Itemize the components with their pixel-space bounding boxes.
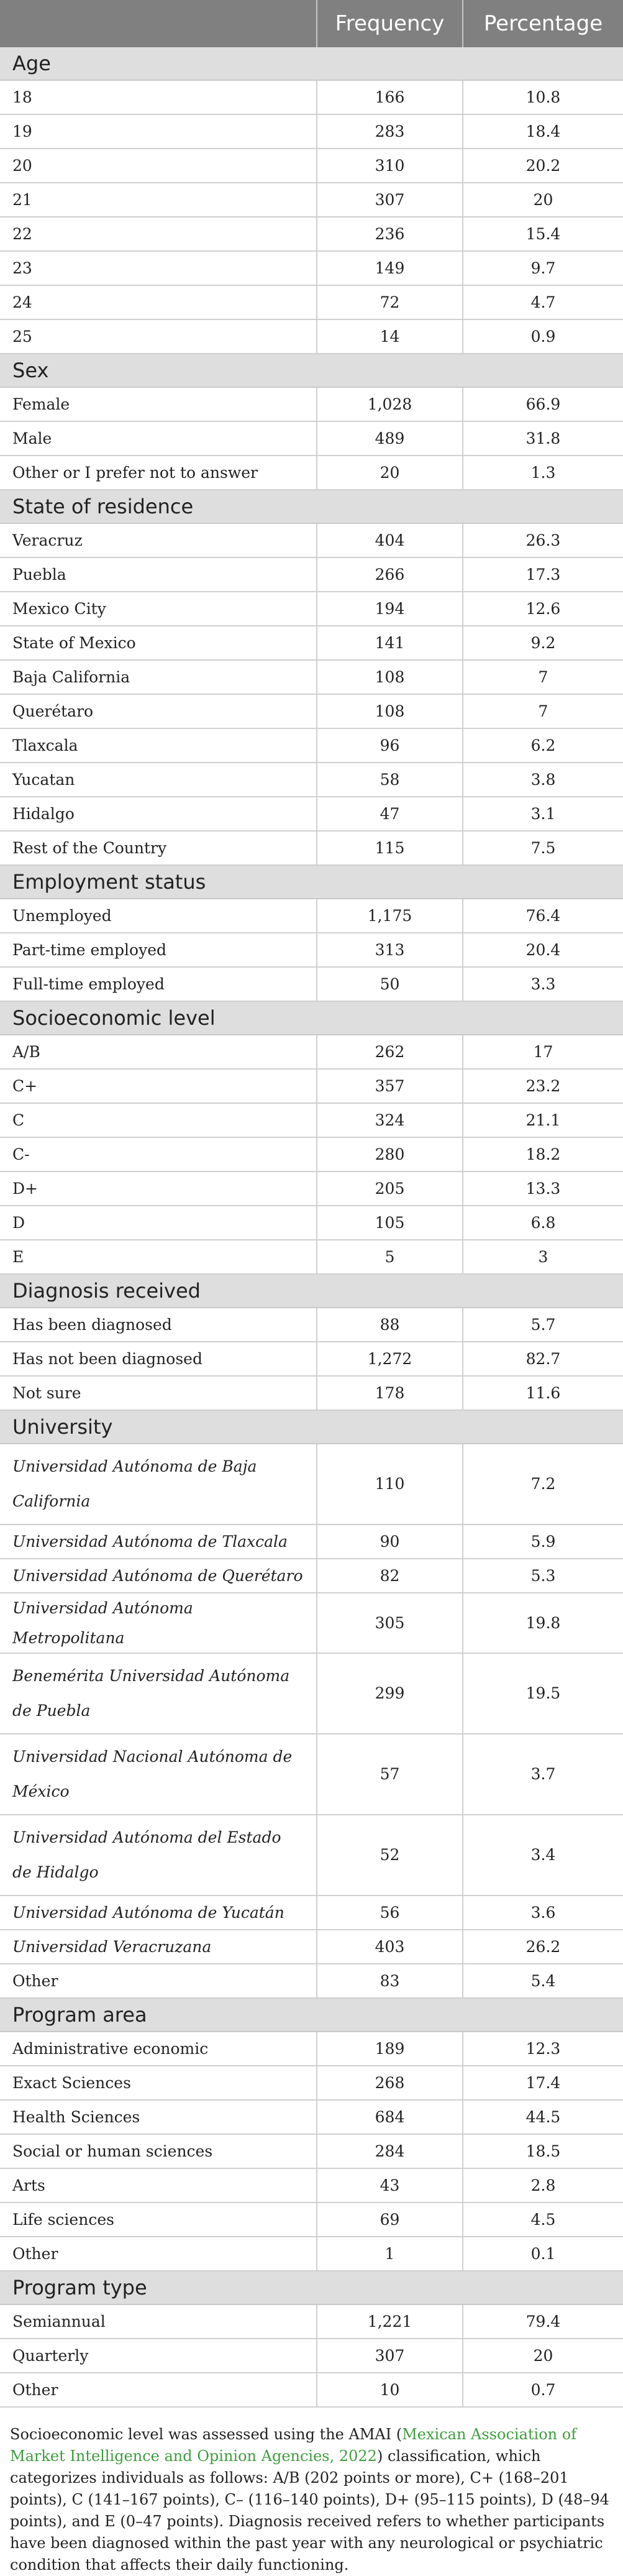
row-label: Benemérita Universidad Autónoma de Puebla [0,1653,317,1734]
frequency-cell: 280 [317,1137,463,1171]
table-row [0,626,623,660]
percentage-cell: 3 [463,1240,623,1274]
section-header-row [0,2271,623,2304]
row-label: Universidad Autónoma de Querétaro [0,1559,317,1593]
row-label: Not sure [0,1376,317,1410]
frequency-cell: 72 [317,285,463,319]
frequency-cell: 283 [317,114,463,149]
table-row [0,2202,623,2237]
table-row [0,1895,623,1930]
percentage-cell: 20.4 [463,933,623,967]
table-row [0,2304,623,2339]
table-row [0,831,623,865]
percentage-cell: 18.2 [463,1137,623,1171]
row-label: Other [0,2237,317,2271]
row-label: D+ [0,1171,317,1206]
percentage-cell: 13.3 [463,1171,623,1206]
row-label: Baja California [0,660,317,694]
table-row [0,149,623,183]
row-label: State of Mexico [0,626,317,660]
table-row [0,1653,623,1734]
frequency-cell: 69 [317,2202,463,2237]
frequency-cell: 14 [317,319,463,354]
header-label-column [0,0,317,47]
table-row [0,1524,623,1559]
percentage-cell: 17.4 [463,2066,623,2100]
table-row [0,1240,623,1274]
frequency-cell: 1,221 [317,2304,463,2339]
frequency-cell: 310 [317,149,463,183]
row-label: Universidad Autónoma de Yucatán [0,1895,317,1930]
frequency-cell: 82 [317,1559,463,1593]
table-row [0,899,623,933]
frequency-cell: 56 [317,1895,463,1930]
row-label: Universidad Autónoma Metropolitana [0,1593,317,1653]
row-label: Social or human sciences [0,2134,317,2168]
frequency-cell: 684 [317,2100,463,2134]
section-title: Diagnosis received [0,1274,623,1308]
row-label: Has been diagnosed [0,1308,317,1342]
row-label: Universidad Autónoma de Tlaxcala [0,1524,317,1559]
percentage-cell: 6.8 [463,1206,623,1240]
table-row [0,1930,623,1964]
frequency-cell: 307 [317,2339,463,2373]
table-row [0,2032,623,2066]
table-row [0,387,623,421]
row-label: Veracruz [0,523,317,557]
frequency-cell: 50 [317,967,463,1001]
frequency-cell: 110 [317,1444,463,1524]
percentage-cell: 3.7 [463,1734,623,1815]
percentage-cell: 18.5 [463,2134,623,2168]
row-label: Female [0,387,317,421]
percentage-cell: 79.4 [463,2304,623,2339]
table-row [0,523,623,557]
percentage-cell: 10.8 [463,80,623,114]
frequency-cell: 1,272 [317,1342,463,1376]
frequency-cell: 357 [317,1069,463,1103]
row-label: Universidad Veracruzana [0,1930,317,1964]
frequency-cell: 90 [317,1524,463,1559]
percentage-cell: 26.3 [463,523,623,557]
frequency-cell: 324 [317,1103,463,1137]
section-title: Age [0,47,623,80]
frequency-cell: 299 [317,1653,463,1734]
row-label: 23 [0,251,317,285]
table-row [0,2100,623,2134]
section-header-row [0,1274,623,1308]
table-row [0,2134,623,2168]
section-header-row [0,490,623,523]
footnote-reference-link[interactable]: Mexican Association of Market Intelligence and Opinion Agencies, 2022 [10,2426,577,2465]
percentage-cell: 12.3 [463,2032,623,2066]
table-row [0,592,623,626]
frequency-cell: 58 [317,763,463,797]
table-row [0,694,623,728]
table-row [0,1559,623,1593]
row-label: Other [0,1964,317,1998]
row-label: Universidad Autónoma del Estado de Hidalgo [0,1815,317,1895]
frequency-cell: 189 [317,2032,463,2066]
frequency-cell: 88 [317,1308,463,1342]
percentage-cell: 0.9 [463,319,623,354]
frequency-cell: 47 [317,797,463,831]
table-row [0,2373,623,2407]
percentage-cell: 20 [463,183,623,217]
table-row [0,1734,623,1815]
row-label: Semiannual [0,2304,317,2339]
table-row [0,1308,623,1342]
footnote-text-end: ) classification, which categorizes individuals as follows: A/B (202 points or more), C+ (168–201 points), C (141–167 points), C– (116–140 points), D+ (95–115 points), D (48–94 points), and E (0–47 points). Diagnosis received refers to whether participants have been diagnosed within the past year with any neurological or psychiatric condition that affects their daily functioning. [10,2447,609,2574]
table-body [0,47,623,2407]
table-row [0,1035,623,1069]
table-row [0,251,623,285]
percentage-cell: 31.8 [463,421,623,456]
table-row [0,557,623,592]
row-label: Male [0,421,317,456]
table-row [0,797,623,831]
row-label: Arts [0,2168,317,2202]
row-label: 21 [0,183,317,217]
row-label: Hidalgo [0,797,317,831]
percentage-cell: 20.2 [463,149,623,183]
table-footnote [0,2408,623,2576]
percentage-cell: 5.7 [463,1308,623,1342]
table-row [0,1376,623,1410]
section-header-row [0,354,623,387]
section-title: Program area [0,1998,623,2032]
table-row [0,1815,623,1895]
percentage-cell: 18.4 [463,114,623,149]
frequency-cell: 313 [317,933,463,967]
percentage-cell: 11.6 [463,1376,623,1410]
percentage-cell: 3.3 [463,967,623,1001]
percentage-cell: 19.5 [463,1653,623,1734]
frequency-cell: 10 [317,2373,463,2407]
table-row [0,2237,623,2271]
row-label: Universidad Nacional Autónoma de México [0,1734,317,1815]
frequency-cell: 43 [317,2168,463,2202]
percentage-cell: 2.8 [463,2168,623,2202]
percentage-cell: 66.9 [463,387,623,421]
table-row [0,1444,623,1524]
percentage-cell: 20 [463,2339,623,2373]
frequency-cell: 403 [317,1930,463,1964]
row-label: Exact Sciences [0,2066,317,2100]
section-title: State of residence [0,490,623,523]
percentage-cell: 7.5 [463,831,623,865]
row-label: 19 [0,114,317,149]
section-title: Program type [0,2271,623,2304]
row-label: Health Sciences [0,2100,317,2134]
frequency-cell: 194 [317,592,463,626]
percentage-cell: 3.1 [463,797,623,831]
row-label: Quarterly [0,2339,317,2373]
row-label: Querétaro [0,694,317,728]
table-row [0,728,623,763]
row-label: Other or I prefer not to answer [0,456,317,490]
section-header-row [0,865,623,899]
frequency-cell: 284 [317,2134,463,2168]
percentage-cell: 7 [463,660,623,694]
frequency-cell: 108 [317,660,463,694]
row-label: C [0,1103,317,1137]
table-row [0,421,623,456]
percentage-cell: 19.8 [463,1593,623,1653]
section-title: University [0,1410,623,1444]
frequency-cell: 268 [317,2066,463,2100]
percentage-cell: 82.7 [463,1342,623,1376]
percentage-cell: 17.3 [463,557,623,592]
frequency-cell: 5 [317,1240,463,1274]
table-row [0,1069,623,1103]
row-label: C- [0,1137,317,1171]
table-row [0,183,623,217]
percentage-cell: 44.5 [463,2100,623,2134]
section-header-row [0,1998,623,2032]
table-row [0,1103,623,1137]
frequency-cell: 83 [317,1964,463,1998]
table-row [0,319,623,354]
frequency-cell: 166 [317,80,463,114]
percentage-cell: 12.6 [463,592,623,626]
table-row [0,2066,623,2100]
section-title: Sex [0,354,623,387]
table-row [0,1171,623,1206]
frequency-cell: 52 [317,1815,463,1895]
row-label: Full-time employed [0,967,317,1001]
percentage-cell: 1.3 [463,456,623,490]
row-label: Universidad Autónoma de Baja California [0,1444,317,1524]
row-label: 25 [0,319,317,354]
table-row [0,763,623,797]
table-header-row [0,0,623,47]
table-row [0,114,623,149]
row-label: Yucatan [0,763,317,797]
row-label: Life sciences [0,2202,317,2237]
frequency-cell: 1,175 [317,899,463,933]
frequency-cell: 305 [317,1593,463,1653]
row-label: Rest of the Country [0,831,317,865]
table-row [0,933,623,967]
percentage-cell: 3.6 [463,1895,623,1930]
frequency-cell: 236 [317,217,463,251]
frequency-cell: 20 [317,456,463,490]
row-label: 20 [0,149,317,183]
percentage-cell: 6.2 [463,728,623,763]
row-label: Unemployed [0,899,317,933]
row-label: A/B [0,1035,317,1069]
table-row [0,1342,623,1376]
frequency-cell: 205 [317,1171,463,1206]
table-row [0,1206,623,1240]
row-label: 18 [0,80,317,114]
section-header-row [0,47,623,80]
row-label: Part-time employed [0,933,317,967]
percentage-cell: 3.4 [463,1815,623,1895]
frequency-cell: 108 [317,694,463,728]
percentage-cell: 9.7 [463,251,623,285]
frequency-cell: 1,028 [317,387,463,421]
percentage-cell: 76.4 [463,899,623,933]
frequency-cell: 141 [317,626,463,660]
row-label: C+ [0,1069,317,1103]
table-row [0,80,623,114]
frequency-cell: 178 [317,1376,463,1410]
percentage-cell: 26.2 [463,1930,623,1964]
percentage-cell: 17 [463,1035,623,1069]
frequency-cell: 489 [317,421,463,456]
section-header-row [0,1410,623,1444]
frequency-cell: 307 [317,183,463,217]
table-row [0,1593,623,1653]
frequency-cell: 96 [317,728,463,763]
section-title: Socioeconomic level [0,1001,623,1035]
table-row [0,660,623,694]
table-row [0,2339,623,2373]
percentage-cell: 0.1 [463,2237,623,2271]
table-row [0,285,623,319]
footnote-text-start: Socioeconomic level was assessed using the AMAI ( [10,2426,402,2443]
frequency-cell: 149 [317,251,463,285]
percentage-cell: 4.5 [463,2202,623,2237]
frequency-cell: 57 [317,1734,463,1815]
table-row [0,1964,623,1998]
frequency-cell: 1 [317,2237,463,2271]
row-label: E [0,1240,317,1274]
percentage-cell: 7 [463,694,623,728]
header-frequency: Frequency [317,0,463,47]
percentage-cell: 4.7 [463,285,623,319]
table-row [0,967,623,1001]
row-label: 22 [0,217,317,251]
percentage-cell: 5.9 [463,1524,623,1559]
section-title: Employment status [0,865,623,899]
frequency-cell: 105 [317,1206,463,1240]
row-label: Mexico City [0,592,317,626]
row-label: Other [0,2373,317,2407]
table-row [0,456,623,490]
percentage-cell: 7.2 [463,1444,623,1524]
frequency-cell: 404 [317,523,463,557]
row-label: Administrative economic [0,2032,317,2066]
row-label: D [0,1206,317,1240]
row-label: Tlaxcala [0,728,317,763]
table-row [0,1137,623,1171]
percentage-cell: 5.4 [463,1964,623,1998]
row-label: Puebla [0,557,317,592]
percentage-cell: 15.4 [463,217,623,251]
row-label: Has not been diagnosed [0,1342,317,1376]
row-label: 24 [0,285,317,319]
percentage-cell: 9.2 [463,626,623,660]
frequency-cell: 115 [317,831,463,865]
section-header-row [0,1001,623,1035]
percentage-cell: 21.1 [463,1103,623,1137]
percentage-cell: 5.3 [463,1559,623,1593]
percentage-cell: 0.7 [463,2373,623,2407]
percentage-cell: 3.8 [463,763,623,797]
frequency-cell: 262 [317,1035,463,1069]
percentage-cell: 23.2 [463,1069,623,1103]
frequency-cell: 266 [317,557,463,592]
header-percentage: Percentage [463,0,623,47]
table-row [0,217,623,251]
table-row [0,2168,623,2202]
